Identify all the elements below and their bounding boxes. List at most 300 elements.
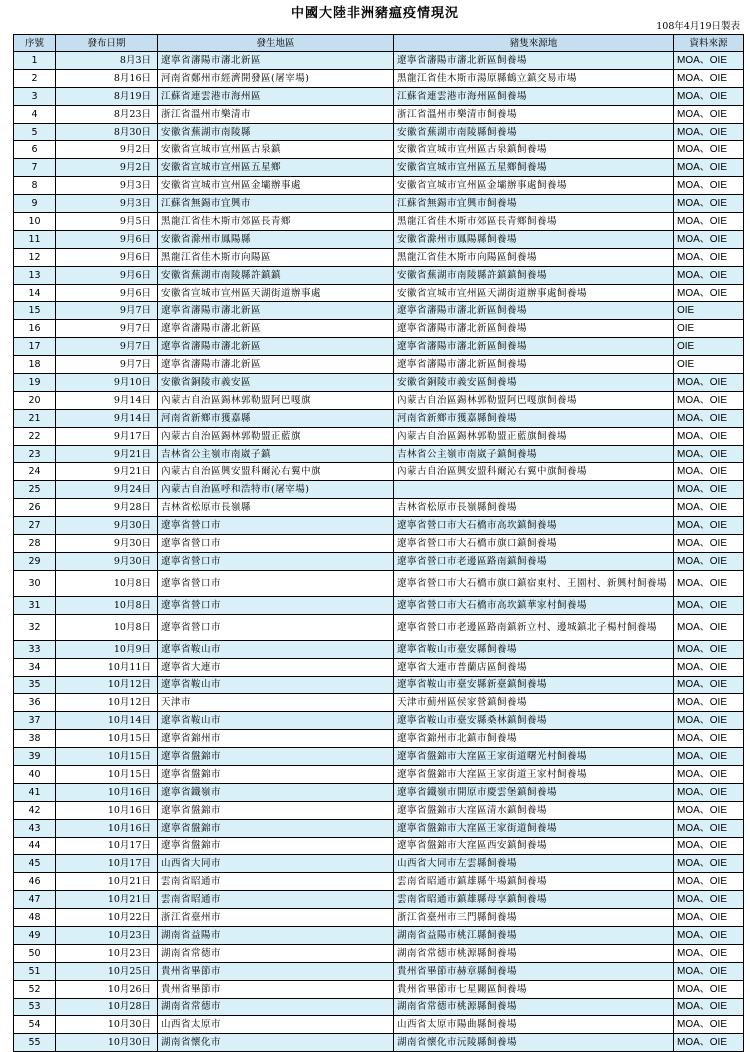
table-row xyxy=(14,748,744,766)
row-number: 23 xyxy=(14,445,56,463)
table-row xyxy=(14,266,744,284)
publish-date: 10月21日 xyxy=(56,873,158,891)
pig-source: 安徽省宣城市宣州區天湖街道辦事處飼養場 xyxy=(394,284,674,302)
outbreak-location: 吉林省松原市長嶺縣 xyxy=(158,499,394,517)
table-row xyxy=(14,891,744,909)
data-source: MOA、OIE xyxy=(674,640,744,658)
table-row xyxy=(14,570,744,596)
outbreak-location: 遼寧省鞍山市 xyxy=(158,676,394,694)
outbreak-location: 內蒙古自治區錫林郭勒盟正藍旗 xyxy=(158,427,394,445)
table-row xyxy=(14,177,744,195)
pig-source: 遼寧省鞍山市臺安縣桑林鎮飼養場 xyxy=(394,712,674,730)
outbreak-location: 山西省大同市 xyxy=(158,855,394,873)
outbreak-location: 遼寧省盤錦市 xyxy=(158,801,394,819)
data-source: MOA、OIE xyxy=(674,105,744,123)
row-number: 17 xyxy=(14,338,56,356)
outbreak-location: 湖南省益陽市 xyxy=(158,926,394,944)
data-source: MOA、OIE xyxy=(674,230,744,248)
pig-source: 遼寧省瀋陽市瀋北新區飼養場 xyxy=(394,338,674,356)
pig-source: 貴州省畢節市七星關區飼養場 xyxy=(394,980,674,998)
data-source: MOA、OIE xyxy=(674,676,744,694)
row-number: 48 xyxy=(14,909,56,927)
data-source: MOA、OIE xyxy=(674,409,744,427)
row-number: 46 xyxy=(14,873,56,891)
row-number: 20 xyxy=(14,391,56,409)
table-row xyxy=(14,819,744,837)
row-number: 44 xyxy=(14,837,56,855)
data-source: MOA、OIE xyxy=(674,159,744,177)
row-number: 6 xyxy=(14,141,56,159)
table-row xyxy=(14,87,744,105)
pig-source: 黑龍江省佳木斯市向陽區飼養場 xyxy=(394,248,674,266)
data-source: OIE xyxy=(674,320,744,338)
publish-date: 9月21日 xyxy=(56,445,158,463)
pig-source: 安徽省滁州市鳳陽縣飼養場 xyxy=(394,230,674,248)
publish-date: 10月16日 xyxy=(56,783,158,801)
data-source: OIE xyxy=(674,356,744,374)
row-number: 41 xyxy=(14,783,56,801)
publish-date: 9月6日 xyxy=(56,266,158,284)
row-number: 51 xyxy=(14,962,56,980)
column-header-no: 序號 xyxy=(14,35,56,52)
publish-date: 10月15日 xyxy=(56,748,158,766)
pig-source: 內蒙古自治區興安盟科爾沁右翼中旗飼養場 xyxy=(394,463,674,481)
outbreak-location: 遼寧省大連市 xyxy=(158,658,394,676)
table-row xyxy=(14,873,744,891)
publish-date: 9月30日 xyxy=(56,535,158,553)
outbreak-location: 安徽省蕪湖市南陵縣 xyxy=(158,123,394,141)
data-source: MOA、OIE xyxy=(674,213,744,231)
row-number: 39 xyxy=(14,748,56,766)
publish-date: 9月24日 xyxy=(56,481,158,499)
publish-date: 9月10日 xyxy=(56,374,158,392)
pig-source: 山西省太原市陽曲縣飼養場 xyxy=(394,1016,674,1034)
pig-source: 山西省大同市左雲縣飼養場 xyxy=(394,855,674,873)
data-source: MOA、OIE xyxy=(674,819,744,837)
pig-source: 遼寧省盤錦市大窪區西安鎮飼養場 xyxy=(394,837,674,855)
row-number: 2 xyxy=(14,69,56,87)
outbreak-location: 湖南省常德市 xyxy=(158,944,394,962)
table-row xyxy=(14,552,744,570)
publish-date: 10月22日 xyxy=(56,909,158,927)
pig-source: 湖南省常德市桃源縣飼養場 xyxy=(394,944,674,962)
data-source: MOA、OIE xyxy=(674,694,744,712)
table-row xyxy=(14,195,744,213)
table-row xyxy=(14,962,744,980)
publish-date: 10月14日 xyxy=(56,712,158,730)
outbreak-location: 安徽省宣城市宣州區天湖街道辦事處 xyxy=(158,284,394,302)
table-row xyxy=(14,517,744,535)
outbreak-location: 黑龍江省佳木斯市向陽區 xyxy=(158,248,394,266)
publish-date: 9月7日 xyxy=(56,338,158,356)
table-row xyxy=(14,391,744,409)
pig-source: 安徽省銅陵市義安區飼養場 xyxy=(394,374,674,392)
row-number: 14 xyxy=(14,284,56,302)
table-row xyxy=(14,837,744,855)
outbreak-location: 安徽省蕪湖市南陵縣許鎮鎮 xyxy=(158,266,394,284)
table-row xyxy=(14,427,744,445)
outbreak-location: 遼寧省瀋陽市瀋北新區 xyxy=(158,320,394,338)
table-row xyxy=(14,409,744,427)
row-number: 33 xyxy=(14,640,56,658)
pig-source: 遼寧省鞍山市臺安縣新臺鎮飼養場 xyxy=(394,676,674,694)
data-source: MOA、OIE xyxy=(674,614,744,640)
data-source: MOA、OIE xyxy=(674,374,744,392)
table-row xyxy=(14,614,744,640)
publish-date: 10月8日 xyxy=(56,570,158,596)
publish-date: 8月19日 xyxy=(56,87,158,105)
pig-source: 遼寧省錦州市北鎮市飼養場 xyxy=(394,730,674,748)
publish-date: 9月21日 xyxy=(56,463,158,481)
publish-date: 9月6日 xyxy=(56,248,158,266)
outbreak-location: 安徽省宣城市宣州區五星鄉 xyxy=(158,159,394,177)
outbreak-location: 遼寧省營口市 xyxy=(158,596,394,614)
data-source: MOA、OIE xyxy=(674,499,744,517)
pig-source: 安徽省蕪湖市南陵縣飼養場 xyxy=(394,123,674,141)
table-row xyxy=(14,765,744,783)
pig-source: 遼寧省營口市大石橋市高坎鎮華家村飼養場 xyxy=(394,596,674,614)
row-number: 55 xyxy=(14,1034,56,1052)
data-source: OIE xyxy=(674,338,744,356)
pig-source: 河南省新鄉市獲嘉縣飼養場 xyxy=(394,409,674,427)
publish-date: 10月17日 xyxy=(56,837,158,855)
data-source: MOA、OIE xyxy=(674,141,744,159)
row-number: 30 xyxy=(14,570,56,596)
publish-date: 10月21日 xyxy=(56,891,158,909)
table-row xyxy=(14,123,744,141)
publish-date: 10月17日 xyxy=(56,855,158,873)
publish-date: 8月23日 xyxy=(56,105,158,123)
outbreak-location: 遼寧省營口市 xyxy=(158,535,394,553)
row-number: 8 xyxy=(14,177,56,195)
row-number: 9 xyxy=(14,195,56,213)
data-source: MOA、OIE xyxy=(674,463,744,481)
row-number: 50 xyxy=(14,944,56,962)
outbreak-location: 安徽省銅陵市義安區 xyxy=(158,374,394,392)
pig-source: 遼寧省營口市大石橋市高坎鎮飼養場 xyxy=(394,517,674,535)
publish-date: 9月7日 xyxy=(56,356,158,374)
publish-date: 10月16日 xyxy=(56,819,158,837)
table-row xyxy=(14,998,744,1016)
data-source: MOA、OIE xyxy=(674,748,744,766)
table-row xyxy=(14,445,744,463)
pig-source: 湖南省常德市桃源縣飼養場 xyxy=(394,998,674,1016)
outbreak-location: 山西省太原市 xyxy=(158,1016,394,1034)
publish-date: 10月12日 xyxy=(56,694,158,712)
outbreak-location: 內蒙古自治區呼和浩特市(屠宰場) xyxy=(158,481,394,499)
row-number: 38 xyxy=(14,730,56,748)
data-source: MOA、OIE xyxy=(674,87,744,105)
pig-source: 遼寧省瀋陽市瀋北新區飼養場 xyxy=(394,356,674,374)
table-row xyxy=(14,1016,744,1034)
outbreak-location: 安徽省宣城市宣州區金壩辦事處 xyxy=(158,177,394,195)
outbreak-location: 安徽省宣城市宣州區古泉鎮 xyxy=(158,141,394,159)
row-number: 13 xyxy=(14,266,56,284)
publish-date: 9月5日 xyxy=(56,213,158,231)
outbreak-location: 遼寧省盤錦市 xyxy=(158,765,394,783)
row-number: 10 xyxy=(14,213,56,231)
table-body xyxy=(14,52,744,1052)
row-number: 47 xyxy=(14,891,56,909)
publish-date: 10月16日 xyxy=(56,801,158,819)
data-source: MOA、OIE xyxy=(674,517,744,535)
row-number: 52 xyxy=(14,980,56,998)
outbreak-location: 雲南省昭通市 xyxy=(158,891,394,909)
outbreak-location: 遼寧省盤錦市 xyxy=(158,837,394,855)
row-number: 22 xyxy=(14,427,56,445)
publish-date: 9月17日 xyxy=(56,427,158,445)
row-number: 4 xyxy=(14,105,56,123)
outbreak-location: 浙江省臺州市 xyxy=(158,909,394,927)
pig-source: 浙江省臺州市三門縣飼養場 xyxy=(394,909,674,927)
table-row xyxy=(14,374,744,392)
outbreak-location: 江蘇省連雲港市海州區 xyxy=(158,87,394,105)
table-row xyxy=(14,712,744,730)
row-number: 45 xyxy=(14,855,56,873)
table-row xyxy=(14,481,744,499)
publish-date: 10月15日 xyxy=(56,730,158,748)
row-number: 5 xyxy=(14,123,56,141)
data-source: MOA、OIE xyxy=(674,284,744,302)
data-source: OIE xyxy=(674,302,744,320)
column-header-date: 發布日期 xyxy=(56,35,158,52)
table-row xyxy=(14,463,744,481)
outbreak-location: 遼寧省營口市 xyxy=(158,552,394,570)
outbreak-location: 遼寧省盤錦市 xyxy=(158,819,394,837)
row-number: 36 xyxy=(14,694,56,712)
data-source: MOA、OIE xyxy=(674,980,744,998)
outbreak-location: 雲南省昭通市 xyxy=(158,873,394,891)
table-row xyxy=(14,159,744,177)
pig-source: 安徽省宣城市宣州區古泉鎮飼養場 xyxy=(394,141,674,159)
table-row xyxy=(14,658,744,676)
row-number: 25 xyxy=(14,481,56,499)
pig-source: 遼寧省瀋陽市瀋北新區飼養場 xyxy=(394,52,674,70)
data-source: MOA、OIE xyxy=(674,873,744,891)
pig-source: 內蒙古自治區錫林郭勒盟正藍旗飼養場 xyxy=(394,427,674,445)
row-number: 49 xyxy=(14,926,56,944)
data-source: MOA、OIE xyxy=(674,481,744,499)
data-source: MOA、OIE xyxy=(674,52,744,70)
row-number: 7 xyxy=(14,159,56,177)
row-number: 43 xyxy=(14,819,56,837)
page-title: 中國大陸非洲豬瘟疫情現況 xyxy=(290,6,459,21)
data-source: MOA、OIE xyxy=(674,123,744,141)
outbreak-location: 遼寧省營口市 xyxy=(158,570,394,596)
publish-date: 10月23日 xyxy=(56,944,158,962)
pig-source: 湖南省益陽市桃江縣飼養場 xyxy=(394,926,674,944)
outbreak-location: 遼寧省瀋陽市瀋北新區 xyxy=(158,356,394,374)
publish-date: 10月30日 xyxy=(56,1016,158,1034)
report-date: 108年4月19日製表 xyxy=(656,21,740,32)
table-header-row xyxy=(14,35,744,52)
pig-source: 安徽省宣城市宣州區五星鄉飼養場 xyxy=(394,159,674,177)
outbreak-location: 河南省鄭州市經濟開發區(屠宰場) xyxy=(158,69,394,87)
row-number: 3 xyxy=(14,87,56,105)
publish-date: 9月14日 xyxy=(56,391,158,409)
data-source: MOA、OIE xyxy=(674,266,744,284)
table-row xyxy=(14,855,744,873)
row-number: 24 xyxy=(14,463,56,481)
table-row xyxy=(14,141,744,159)
publish-date: 10月11日 xyxy=(56,658,158,676)
pig-source: 安徽省蕪湖市南陵縣許鎮鎮飼養場 xyxy=(394,266,674,284)
data-source: MOA、OIE xyxy=(674,944,744,962)
data-source: MOA、OIE xyxy=(674,195,744,213)
pig-source xyxy=(394,481,674,499)
publish-date: 10月28日 xyxy=(56,998,158,1016)
row-number: 42 xyxy=(14,801,56,819)
pig-source: 遼寧省盤錦市大窪區王家街道飼養場 xyxy=(394,819,674,837)
table-row xyxy=(14,356,744,374)
publish-date: 10月26日 xyxy=(56,980,158,998)
publish-date: 9月7日 xyxy=(56,320,158,338)
data-source: MOA、OIE xyxy=(674,783,744,801)
table-row xyxy=(14,213,744,231)
data-source: MOA、OIE xyxy=(674,998,744,1016)
publish-date: 10月23日 xyxy=(56,926,158,944)
publish-date: 10月8日 xyxy=(56,596,158,614)
outbreak-location: 貴州省畢節市 xyxy=(158,962,394,980)
publish-date: 9月30日 xyxy=(56,517,158,535)
data-source: MOA、OIE xyxy=(674,248,744,266)
pig-source: 遼寧省盤錦市大窪區王家街道王家村飼養場 xyxy=(394,765,674,783)
data-source: MOA、OIE xyxy=(674,801,744,819)
publish-date: 10月25日 xyxy=(56,962,158,980)
outbreak-location: 遼寧省瀋陽市瀋北新區 xyxy=(158,52,394,70)
pig-source: 遼寧省大連市普蘭店區飼養場 xyxy=(394,658,674,676)
table-row xyxy=(14,801,744,819)
pig-source: 浙江省溫州市樂清市飼養場 xyxy=(394,105,674,123)
table-row xyxy=(14,320,744,338)
table-row xyxy=(14,338,744,356)
row-number: 26 xyxy=(14,499,56,517)
publish-date: 9月30日 xyxy=(56,552,158,570)
publish-date: 9月7日 xyxy=(56,302,158,320)
table-row xyxy=(14,640,744,658)
row-number: 1 xyxy=(14,52,56,70)
table-row xyxy=(14,980,744,998)
publish-date: 10月12日 xyxy=(56,676,158,694)
row-number: 31 xyxy=(14,596,56,614)
table-row xyxy=(14,730,744,748)
pig-source: 安徽省宣城市宣州區金壩辦事處飼養場 xyxy=(394,177,674,195)
data-source: MOA、OIE xyxy=(674,658,744,676)
publish-date: 8月16日 xyxy=(56,69,158,87)
data-source: MOA、OIE xyxy=(674,765,744,783)
data-source: MOA、OIE xyxy=(674,177,744,195)
row-number: 21 xyxy=(14,409,56,427)
publish-date: 9月14日 xyxy=(56,409,158,427)
data-source: MOA、OIE xyxy=(674,535,744,553)
publish-date: 9月28日 xyxy=(56,499,158,517)
outbreak-location: 湖南省懷化市 xyxy=(158,1034,394,1052)
data-source: MOA、OIE xyxy=(674,962,744,980)
outbreak-location: 內蒙古自治區錫林郭勒盟阿巴嘎旗 xyxy=(158,391,394,409)
outbreak-location: 湖南省常德市 xyxy=(158,998,394,1016)
row-number: 16 xyxy=(14,320,56,338)
table-row xyxy=(14,52,744,70)
data-source: MOA、OIE xyxy=(674,730,744,748)
data-source: MOA、OIE xyxy=(674,855,744,873)
data-source: MOA、OIE xyxy=(674,391,744,409)
table-row xyxy=(14,783,744,801)
data-source: MOA、OIE xyxy=(674,712,744,730)
outbreak-location: 遼寧省鞍山市 xyxy=(158,640,394,658)
outbreak-location: 吉林省公主嶺市南崴子鎮 xyxy=(158,445,394,463)
outbreak-location: 遼寧省瀋陽市瀋北新區 xyxy=(158,338,394,356)
pig-source: 遼寧省盤錦市大窪區清水鎮飼養場 xyxy=(394,801,674,819)
table-row xyxy=(14,105,744,123)
row-number: 27 xyxy=(14,517,56,535)
outbreak-location: 遼寧省錦州市 xyxy=(158,730,394,748)
publish-date: 9月3日 xyxy=(56,195,158,213)
outbreak-location: 遼寧省營口市 xyxy=(158,614,394,640)
column-header-reference: 資料來源 xyxy=(674,35,744,52)
table-row xyxy=(14,535,744,553)
table-row xyxy=(14,596,744,614)
outbreak-location: 河南省新鄉市獲嘉縣 xyxy=(158,409,394,427)
outbreak-location: 黑龍江省佳木斯市郊區長青鄉 xyxy=(158,213,394,231)
data-source: MOA、OIE xyxy=(674,891,744,909)
pig-source: 黑龍江省佳木斯市郊區長青鄉飼養場 xyxy=(394,213,674,231)
publish-date: 10月30日 xyxy=(56,1034,158,1052)
row-number: 12 xyxy=(14,248,56,266)
row-number: 29 xyxy=(14,552,56,570)
outbreak-location: 遼寧省鞍山市 xyxy=(158,712,394,730)
table-row xyxy=(14,694,744,712)
row-number: 40 xyxy=(14,765,56,783)
pig-source: 遼寧省瀋陽市瀋北新區飼養場 xyxy=(394,320,674,338)
publish-date: 9月6日 xyxy=(56,284,158,302)
pig-source: 雲南省昭通市鎮雄縣母享鎮飼養場 xyxy=(394,891,674,909)
data-source: MOA、OIE xyxy=(674,427,744,445)
publish-date: 10月8日 xyxy=(56,614,158,640)
publish-date: 8月3日 xyxy=(56,52,158,70)
outbreak-location: 貴州省畢節市 xyxy=(158,980,394,998)
outbreak-table xyxy=(13,34,744,1052)
publish-date: 8月30日 xyxy=(56,123,158,141)
pig-source: 遼寧省瀋陽市瀋北新區飼養場 xyxy=(394,302,674,320)
table-row xyxy=(14,302,744,320)
row-number: 28 xyxy=(14,535,56,553)
pig-source: 吉林省松原市長嶺縣飼養場 xyxy=(394,499,674,517)
outbreak-location: 浙江省溫州市樂清市 xyxy=(158,105,394,123)
data-source: MOA、OIE xyxy=(674,596,744,614)
data-source: MOA、OIE xyxy=(674,69,744,87)
pig-source: 遼寧省營口市大石橋市旗口鎮飼養場 xyxy=(394,535,674,553)
data-source: MOA、OIE xyxy=(674,837,744,855)
row-number: 54 xyxy=(14,1016,56,1034)
pig-source: 遼寧省營口市大石橋市旗口鎮宿東村、王園村、新興村飼養場 xyxy=(394,570,674,596)
row-number: 19 xyxy=(14,374,56,392)
row-number: 18 xyxy=(14,356,56,374)
table-row xyxy=(14,248,744,266)
data-source: MOA、OIE xyxy=(674,926,744,944)
pig-source: 遼寧省營口市老邊區路南鎮飼養場 xyxy=(394,552,674,570)
table-row xyxy=(14,230,744,248)
column-header-source: 豬隻來源地 xyxy=(394,35,674,52)
publish-date: 10月9日 xyxy=(56,640,158,658)
row-number: 11 xyxy=(14,230,56,248)
pig-source: 湖南省懷化市沅陵縣飼養場 xyxy=(394,1034,674,1052)
row-number: 15 xyxy=(14,302,56,320)
pig-source: 遼寧省鐵嶺市開原市慶雲堡鎮飼養場 xyxy=(394,783,674,801)
pig-source: 吉林省公主嶺市南崴子鎮飼養場 xyxy=(394,445,674,463)
pig-source: 天津市薊州區侯家營鎮飼養場 xyxy=(394,694,674,712)
outbreak-location: 天津市 xyxy=(158,694,394,712)
outbreak-location: 遼寧省營口市 xyxy=(158,517,394,535)
